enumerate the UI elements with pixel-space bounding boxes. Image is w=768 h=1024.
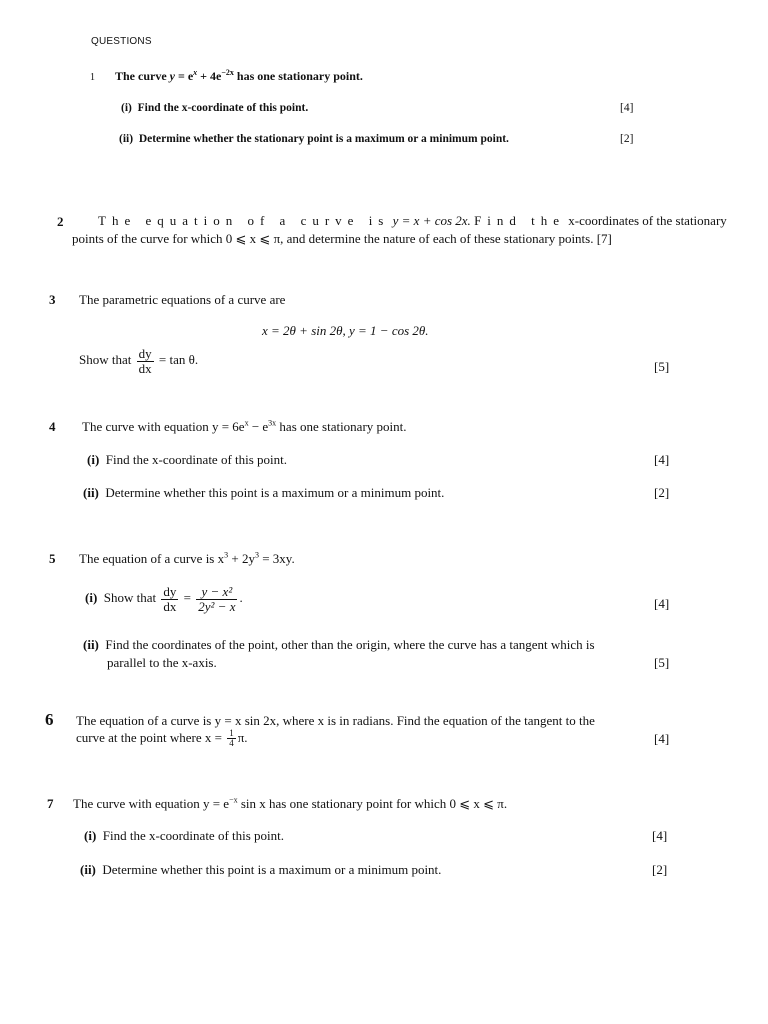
part-ii: (ii) Find the coordinates of the point, other than the origin, where the curve has a tangent which is — [83, 637, 595, 652]
marks: [4] — [654, 596, 670, 611]
marks: [4] — [654, 731, 670, 746]
question-number: 6 — [45, 710, 54, 729]
marks: [4] — [654, 452, 670, 467]
question-stem: The curve with equation $y = e^{-x}$ sin x has one stationary point for which 0 ⩽ x ⩽ π. — [73, 795, 508, 811]
question-number: 1 — [90, 72, 95, 83]
part-i: (i) Show that $\frac{dy}{dx}$ = $\frac{\text{y − x²}}{\text{2y² − x}}$ . — [85, 584, 243, 614]
part-i: (i) Find the x-coordinate of this point. — [121, 102, 309, 114]
part-i: (i) Find the x-coordinate of this point. — [87, 452, 288, 467]
question-number: 2 — [57, 214, 64, 229]
question-line: points of the curve for which 0 ⩽ x ⩽ π, and determine the nature of each of these stationary points. [7] — [72, 231, 612, 246]
marks: [4] — [620, 102, 634, 114]
marks: [4] — [652, 828, 668, 843]
question-stem: The curve with equation $y = 6e^x - e^{3x}$ has one stationary point. — [82, 418, 407, 434]
question-stem: The curve $y = e^x + 4e^{-2x}$ has one stationary point. — [115, 68, 363, 83]
page-title: QUESTIONS — [91, 36, 152, 47]
show-that: Show that $\frac{dy}{dx}$ = tan θ. — [79, 346, 199, 376]
marks: [5] — [654, 359, 670, 374]
question-stem: The equation of a curve is $x^3 + 2y^3 = 3xy$. — [79, 550, 295, 566]
question-line: The equation of a curve is y = x + cos 2x. Find the x-coordinates of the stationary — [98, 213, 727, 228]
part-ii: (ii) Determine whether this point is a maximum or a minimum point. — [83, 485, 445, 500]
marks: [2] — [620, 133, 634, 145]
question-number: 7 — [47, 796, 54, 811]
question-line: curve at the point where x = $\frac{1}{4}$ π. — [76, 728, 248, 749]
marks: [2] — [652, 862, 668, 877]
marks: [5] — [654, 655, 670, 670]
part-ii: (ii) Determine whether the stationary point is a maximum or a minimum point. — [119, 133, 509, 145]
question-line: The equation of a curve is y = x sin 2x, where x is in radians. Find the equation of the tangent to the — [76, 713, 595, 728]
part-i: (i) Find the x-coordinate of this point. — [84, 828, 285, 843]
marks: [2] — [654, 485, 670, 500]
question-stem: The parametric equations of a curve are — [79, 292, 286, 307]
part-ii-line2: parallel to the x-axis. — [107, 655, 217, 670]
part-ii: (ii) Determine whether this point is a maximum or a minimum point. — [80, 862, 442, 877]
equation: x = 2θ + sin 2θ, y = 1 − cos 2θ. — [262, 323, 429, 338]
question-number: 3 — [49, 292, 56, 307]
question-number: 4 — [49, 419, 56, 434]
question-number: 5 — [49, 551, 56, 566]
